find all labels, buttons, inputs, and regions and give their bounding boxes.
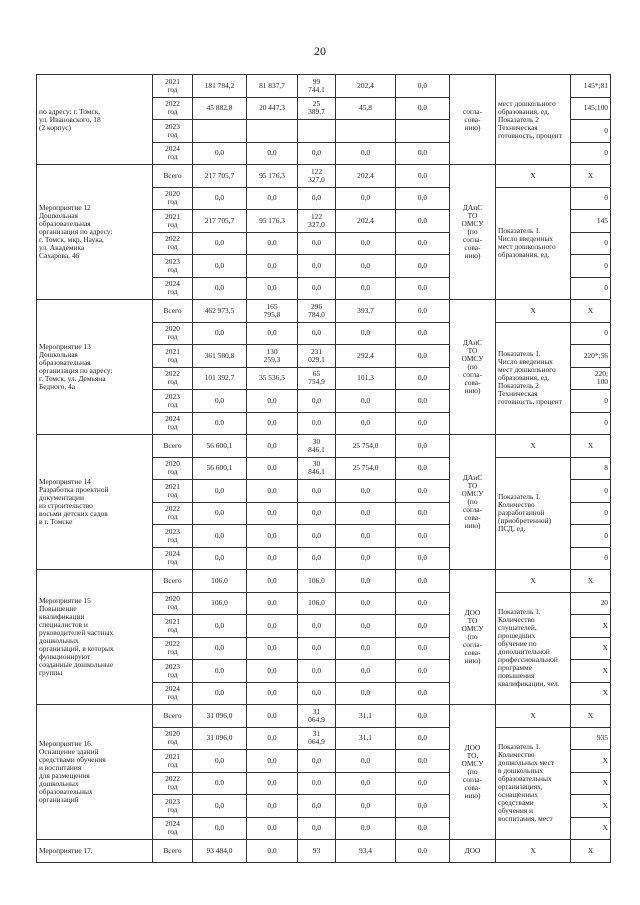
local-budget-cell: 0,0	[336, 525, 396, 548]
year-cell: 2023 год	[153, 120, 193, 143]
year-cell: 2023 год	[153, 390, 193, 413]
extra-budget-cell: 0,0	[396, 727, 450, 750]
event-description: Мероприятие 12 Дошкольная образовательная организация по адресу: г. Томск, мкр. Наука, ул. Академика Сахарова, 46	[37, 165, 153, 300]
total-amount-cell: 101 392,7	[193, 367, 247, 390]
indicator-value-cell: 0	[571, 255, 611, 278]
total-amount-cell: 0,0	[193, 615, 247, 638]
indicator-value-cell: 0	[571, 525, 611, 548]
local-budget-cell: 0,0	[336, 547, 396, 570]
extra-budget-cell: 0,0	[396, 210, 450, 233]
year-cell: Всего	[153, 300, 193, 323]
event-description: по адресу: г. Томск, ул. Ивановского, 18 (2 корпус)	[37, 75, 153, 165]
indicator-cell: Показатель 1. Количество дошкольных мест в дошкольных образовательных организациях, оснащенных средствами обучения и воспитания, мест	[496, 727, 571, 840]
regional-budget-cell: 25 389,7	[298, 97, 336, 120]
indicator-value-cell: X	[571, 435, 611, 458]
extra-budget-cell: 0,0	[396, 412, 450, 435]
extra-budget-cell: 0,0	[396, 795, 450, 818]
regional-budget-cell: 0,0	[298, 277, 336, 300]
extra-budget-cell: 0,0	[396, 637, 450, 660]
year-cell: 2024 год	[153, 277, 193, 300]
local-budget-cell: 25 754,0	[336, 435, 396, 458]
local-budget-cell: 0,0	[336, 682, 396, 705]
total-amount-cell: 0,0	[193, 480, 247, 503]
total-amount-cell: 0,0	[193, 502, 247, 525]
executor-cell: ДАиС ТО ОМСУ (по согла- сова- нию)	[450, 435, 496, 570]
total-amount-cell: 217 705,7	[193, 165, 247, 188]
indicator-value-cell: X	[571, 570, 611, 593]
year-cell: 2023 год	[153, 660, 193, 683]
regional-budget-cell: 122 327,0	[298, 210, 336, 233]
indicator-value-cell: 0	[571, 502, 611, 525]
year-cell: 2020 год	[153, 322, 193, 345]
federal-budget-cell: 0,0	[247, 615, 298, 638]
executor-cell: ДОО ТО, ОМСУ (по согла- сова- нию)	[450, 705, 496, 840]
extra-budget-cell: 0,0	[396, 502, 450, 525]
extra-budget-cell: 0,0	[396, 187, 450, 210]
local-budget-cell: 31,1	[336, 705, 396, 728]
federal-budget-cell: 165 795,8	[247, 300, 298, 323]
total-amount-cell: 93 484,0	[193, 840, 247, 863]
indicator-value-cell: 145*;81	[571, 75, 611, 98]
indicator-cell: Показатель 1. Число введенных мест дошкольного образования, ед. Показатель 2 Техническая готовность, процент	[496, 322, 571, 435]
total-amount-cell: 0,0	[193, 750, 247, 773]
indicator-value-cell: X	[571, 615, 611, 638]
regional-budget-cell: 0,0	[298, 390, 336, 413]
federal-budget-cell: 0,0	[247, 412, 298, 435]
local-budget-cell: 0,0	[336, 255, 396, 278]
extra-budget-cell: 0,0	[396, 255, 450, 278]
year-cell: 2021 год	[153, 480, 193, 503]
federal-budget-cell: 81 837,7	[247, 75, 298, 98]
extra-budget-cell	[396, 120, 450, 143]
extra-budget-cell: 0,0	[396, 232, 450, 255]
year-cell: 2020 год	[153, 187, 193, 210]
federal-budget-cell: 0,0	[247, 187, 298, 210]
indicator-value-cell: X	[571, 705, 611, 728]
extra-budget-cell: 0,0	[396, 570, 450, 593]
extra-budget-cell: 0,0	[396, 142, 450, 165]
regional-budget-cell: 0,0	[298, 795, 336, 818]
total-amount-cell: 0,0	[193, 322, 247, 345]
executor-cell: ДАиС ТО ОМСУ (по согла- сова- нию)	[450, 165, 496, 300]
local-budget-cell: 393,7	[336, 300, 396, 323]
indicator-value-cell: 145;100	[571, 97, 611, 120]
federal-budget-cell: 0,0	[247, 277, 298, 300]
indicator-value-cell: 0	[571, 187, 611, 210]
federal-budget-cell: 0,0	[247, 727, 298, 750]
total-amount-cell: 0,0	[193, 817, 247, 840]
indicator-value-cell: 0	[571, 480, 611, 503]
year-cell: 2022 год	[153, 232, 193, 255]
federal-budget-cell: 0,0	[247, 772, 298, 795]
local-budget-cell: 93,4	[336, 840, 396, 863]
regional-budget-cell: 0,0	[298, 660, 336, 683]
regional-budget-cell: 0,0	[298, 772, 336, 795]
local-budget-cell: 0,0	[336, 390, 396, 413]
federal-budget-cell: 0,0	[247, 705, 298, 728]
total-amount-cell: 106,0	[193, 592, 247, 615]
federal-budget-cell: 0,0	[247, 255, 298, 278]
year-cell: 2024 год	[153, 547, 193, 570]
total-amount-cell: 0,0	[193, 142, 247, 165]
year-cell: 2024 год	[153, 682, 193, 705]
table-row	[37, 75, 611, 98]
total-amount-cell: 0,0	[193, 187, 247, 210]
indicator-value-cell: X	[571, 840, 611, 863]
federal-budget-cell: 0,0	[247, 637, 298, 660]
indicator-value-cell: X	[571, 165, 611, 188]
local-budget-cell: 45,8	[336, 97, 396, 120]
total-amount-cell: 0,0	[193, 637, 247, 660]
indicator-value-cell: 0	[571, 277, 611, 300]
federal-budget-cell: 0,0	[247, 592, 298, 615]
local-budget-cell: 0,0	[336, 817, 396, 840]
executor-cell: ДОО	[450, 840, 496, 863]
total-amount-cell: 0,0	[193, 547, 247, 570]
regional-budget-cell: 0,0	[298, 525, 336, 548]
indicator-cell: Показатель 1. Количество слушателей, прошедших обучение по дополнительной профессиональной программе повышения квалификации, чел.	[496, 592, 571, 705]
local-budget-cell: 0,0	[336, 772, 396, 795]
federal-budget-cell: 0,0	[247, 457, 298, 480]
total-amount-cell: 0,0	[193, 412, 247, 435]
regional-budget-cell: 0,0	[298, 322, 336, 345]
regional-budget-cell: 0,0	[298, 232, 336, 255]
year-cell: 2023 год	[153, 255, 193, 278]
total-amount-cell: 462 973,5	[193, 300, 247, 323]
regional-budget-cell: 30 846,1	[298, 435, 336, 458]
local-budget-cell: 0,0	[336, 187, 396, 210]
extra-budget-cell: 0,0	[396, 435, 450, 458]
regional-budget-cell: 231 029,1	[298, 345, 336, 368]
indicator-value-cell: X	[571, 637, 611, 660]
year-cell: 2024 год	[153, 142, 193, 165]
indicator-cell: мест дошкольного образования, ед. Показатель 2 Техническая готовность, процент	[496, 75, 571, 165]
event-description: Мероприятие 15 Повышение квалификации специалистов и руководителей частных дошкольных организаций, в которых функционируют созданные дошкольные группы	[37, 570, 153, 705]
total-amount-cell: 0,0	[193, 277, 247, 300]
local-budget-cell: 0,0	[336, 502, 396, 525]
local-budget-cell: 0,0	[336, 637, 396, 660]
federal-budget-cell: 0,0	[247, 547, 298, 570]
federal-budget-cell: 0,0	[247, 142, 298, 165]
extra-budget-cell: 0,0	[396, 525, 450, 548]
indicator-value-cell: X	[571, 682, 611, 705]
indicator-value-cell: 220*;56	[571, 345, 611, 368]
regional-budget-cell: 31 064,9	[298, 705, 336, 728]
total-amount-cell: 56 600,1	[193, 457, 247, 480]
federal-budget-cell: 0,0	[247, 570, 298, 593]
year-cell: 2023 год	[153, 795, 193, 818]
total-amount-cell: 0,0	[193, 255, 247, 278]
regional-budget-cell: 30 846,1	[298, 457, 336, 480]
federal-budget-cell: 20 447,3	[247, 97, 298, 120]
event-description: Мероприятие 13 Дошкольная образовательная организация по адресу: г. Томск, ул. Демьяна Бедного, 4а	[37, 300, 153, 435]
executor-cell: ДАиС ТО ОМСУ (по согла- сова- нию)	[450, 300, 496, 435]
indicator-value-cell: 0	[571, 412, 611, 435]
table-row	[37, 435, 611, 458]
federal-budget-cell: 95 176,3	[247, 165, 298, 188]
regional-budget-cell: 0,0	[298, 255, 336, 278]
total-amount-cell: 0,0	[193, 525, 247, 548]
federal-budget-cell: 0,0	[247, 435, 298, 458]
extra-budget-cell: 0,0	[396, 300, 450, 323]
local-budget-cell: 0,0	[336, 480, 396, 503]
total-amount-cell: 0,0	[193, 232, 247, 255]
federal-budget-cell: 95 176,3	[247, 210, 298, 233]
regional-budget-cell: 0,0	[298, 547, 336, 570]
indicator-value-cell: X	[571, 300, 611, 323]
year-cell: Всего	[153, 840, 193, 863]
indicator-value-cell: 8	[571, 457, 611, 480]
event-description: Мероприятие 14 Разработка проектной документации из строительство восьми детских садов в г. Томске	[37, 435, 153, 570]
federal-budget-cell: 0,0	[247, 682, 298, 705]
extra-budget-cell: 0,0	[396, 75, 450, 98]
local-budget-cell: 101,3	[336, 367, 396, 390]
local-budget-cell: 0,0	[336, 615, 396, 638]
federal-budget-cell: 0,0	[247, 795, 298, 818]
extra-budget-cell: 0,0	[396, 390, 450, 413]
year-cell: Всего	[153, 435, 193, 458]
indicator-value-cell: X	[571, 750, 611, 773]
year-cell: 2021 год	[153, 615, 193, 638]
federal-budget-cell: 0,0	[247, 525, 298, 548]
year-cell: 2024 год	[153, 817, 193, 840]
total-amount-cell: 56 600,1	[193, 435, 247, 458]
indicator-cell: X	[496, 840, 571, 863]
extra-budget-cell: 0,0	[396, 547, 450, 570]
total-amount-cell: 31 096,0	[193, 705, 247, 728]
extra-budget-cell: 0,0	[396, 97, 450, 120]
extra-budget-cell: 0,0	[396, 457, 450, 480]
regional-budget-cell: 0,0	[298, 750, 336, 773]
year-cell: 2020 год	[153, 727, 193, 750]
regional-budget-cell: 0,0	[298, 637, 336, 660]
table-row	[37, 165, 611, 188]
year-cell: 2021 год	[153, 750, 193, 773]
federal-budget-cell: 0,0	[247, 322, 298, 345]
extra-budget-cell: 0,0	[396, 322, 450, 345]
year-cell: 2021 год	[153, 345, 193, 368]
event-description: Мероприятие 17.	[37, 840, 153, 863]
extra-budget-cell: 0,0	[396, 480, 450, 503]
total-amount-cell: 45 882,8	[193, 97, 247, 120]
extra-budget-cell: 0,0	[396, 165, 450, 188]
federal-budget-cell: 0,0	[247, 480, 298, 503]
indicator-value-cell: 0	[571, 547, 611, 570]
indicator-cell: X	[496, 570, 571, 593]
year-cell: 2022 год	[153, 772, 193, 795]
year-cell: 2023 год	[153, 525, 193, 548]
indicator-value-cell: 0	[571, 120, 611, 143]
local-budget-cell: 0,0	[336, 795, 396, 818]
total-amount-cell: 31 096,0	[193, 727, 247, 750]
year-cell: 2022 год	[153, 502, 193, 525]
local-budget-cell: 0,0	[336, 412, 396, 435]
regional-budget-cell: 99 744,1	[298, 75, 336, 98]
total-amount-cell: 181 784,2	[193, 75, 247, 98]
local-budget-cell: 0,0	[336, 322, 396, 345]
regional-budget-cell: 0,0	[298, 502, 336, 525]
indicator-value-cell: 0	[571, 142, 611, 165]
regional-budget-cell: 0,0	[298, 817, 336, 840]
local-budget-cell: 202,4	[336, 165, 396, 188]
total-amount-cell: 361 580,8	[193, 345, 247, 368]
indicator-cell: X	[496, 435, 571, 458]
total-amount-cell: 0,0	[193, 795, 247, 818]
local-budget-cell: 202,4	[336, 75, 396, 98]
indicator-value-cell: X	[571, 817, 611, 840]
regional-budget-cell: 0,0	[298, 682, 336, 705]
local-budget-cell: 292,4	[336, 345, 396, 368]
year-cell: 2020 год	[153, 457, 193, 480]
local-budget-cell: 0,0	[336, 660, 396, 683]
regional-budget-cell: 296 784,0	[298, 300, 336, 323]
year-cell: Всего	[153, 705, 193, 728]
federal-budget-cell: 35 536,5	[247, 367, 298, 390]
indicator-value-cell: X	[571, 795, 611, 818]
extra-budget-cell: 0,0	[396, 660, 450, 683]
table-row	[37, 840, 611, 863]
indicator-value-cell: 220; 100	[571, 367, 611, 390]
year-cell: 2021 год	[153, 75, 193, 98]
regional-budget-cell: 106,0	[298, 592, 336, 615]
extra-budget-cell: 0,0	[396, 750, 450, 773]
table-row	[37, 300, 611, 323]
total-amount-cell: 106,0	[193, 570, 247, 593]
regional-budget-cell: 0,0	[298, 615, 336, 638]
regional-budget-cell: 0,0	[298, 142, 336, 165]
executor-cell: ДОО ТО ОМСУ (по согла- сова- нию)	[450, 570, 496, 705]
indicator-cell: Показатель 1. Число введенных мест дошкольного образования, ед.	[496, 187, 571, 300]
total-amount-cell: 0,0	[193, 682, 247, 705]
federal-budget-cell: 0,0	[247, 390, 298, 413]
federal-budget-cell: 0,0	[247, 660, 298, 683]
year-cell: 2022 год	[153, 637, 193, 660]
federal-budget-cell: 0,0	[247, 232, 298, 255]
year-cell: 2024 год	[153, 412, 193, 435]
extra-budget-cell: 0,0	[396, 817, 450, 840]
regional-budget-cell	[298, 120, 336, 143]
regional-budget-cell: 0,0	[298, 480, 336, 503]
total-amount-cell: 217 705,7	[193, 210, 247, 233]
federal-budget-cell: 0,0	[247, 817, 298, 840]
local-budget-cell: 0,0	[336, 750, 396, 773]
indicator-value-cell: 0	[571, 232, 611, 255]
local-budget-cell: 0,0	[336, 592, 396, 615]
local-budget-cell: 0,0	[336, 232, 396, 255]
local-budget-cell: 0,0	[336, 142, 396, 165]
local-budget-cell: 0,0	[336, 277, 396, 300]
total-amount-cell: 0,0	[193, 772, 247, 795]
executor-cell: согла- сова- нию)	[450, 75, 496, 165]
federal-budget-cell: 130 259,3	[247, 345, 298, 368]
regional-budget-cell: 0,0	[298, 187, 336, 210]
indicator-cell: X	[496, 705, 571, 728]
table-row	[37, 705, 611, 728]
regional-budget-cell: 106,0	[298, 570, 336, 593]
local-budget-cell	[336, 120, 396, 143]
indicator-value-cell: 935	[571, 727, 611, 750]
indicator-cell: X	[496, 165, 571, 188]
year-cell: Всего	[153, 570, 193, 593]
budget-table	[36, 74, 611, 863]
indicator-cell: Показатель 1. Количество разработанной (приобретенной) ПСД, ед.	[496, 457, 571, 570]
total-amount-cell: 0,0	[193, 660, 247, 683]
indicator-value-cell: 20	[571, 592, 611, 615]
extra-budget-cell: 0,0	[396, 682, 450, 705]
regional-budget-cell: 0,0	[298, 412, 336, 435]
regional-budget-cell: 122 327,0	[298, 165, 336, 188]
local-budget-cell: 202,4	[336, 210, 396, 233]
extra-budget-cell: 0,0	[396, 345, 450, 368]
extra-budget-cell: 0,0	[396, 772, 450, 795]
indicator-value-cell: 0	[571, 390, 611, 413]
indicator-cell: X	[496, 300, 571, 323]
regional-budget-cell: 31 064,9	[298, 727, 336, 750]
year-cell: 2021 год	[153, 210, 193, 233]
federal-budget-cell: 0,0	[247, 502, 298, 525]
federal-budget-cell: 0,0	[247, 840, 298, 863]
year-cell: 2022 год	[153, 97, 193, 120]
year-cell: 2022 год	[153, 367, 193, 390]
local-budget-cell: 31,1	[336, 727, 396, 750]
local-budget-cell: 25 754,0	[336, 457, 396, 480]
extra-budget-cell: 0,0	[396, 367, 450, 390]
indicator-value-cell: 145	[571, 210, 611, 233]
total-amount-cell: 0,0	[193, 390, 247, 413]
regional-budget-cell: 93	[298, 840, 336, 863]
indicator-value-cell: X	[571, 772, 611, 795]
event-description: Мероприятие 16. Оснащение зданий средствами обучения и воспитания для размещения дошкольных образовательных организаций	[37, 705, 153, 840]
extra-budget-cell: 0,0	[396, 277, 450, 300]
indicator-value-cell: 0	[571, 322, 611, 345]
page-number: 20	[314, 44, 326, 58]
total-amount-cell	[193, 120, 247, 143]
extra-budget-cell: 0,0	[396, 592, 450, 615]
extra-budget-cell: 0,0	[396, 615, 450, 638]
federal-budget-cell	[247, 120, 298, 143]
extra-budget-cell: 0,0	[396, 840, 450, 863]
local-budget-cell: 0,0	[336, 570, 396, 593]
regional-budget-cell: 65 754,9	[298, 367, 336, 390]
federal-budget-cell: 0,0	[247, 750, 298, 773]
extra-budget-cell: 0,0	[396, 705, 450, 728]
table-row	[37, 570, 611, 593]
year-cell: 2020 год	[153, 592, 193, 615]
year-cell: Всего	[153, 165, 193, 188]
indicator-value-cell: X	[571, 660, 611, 683]
